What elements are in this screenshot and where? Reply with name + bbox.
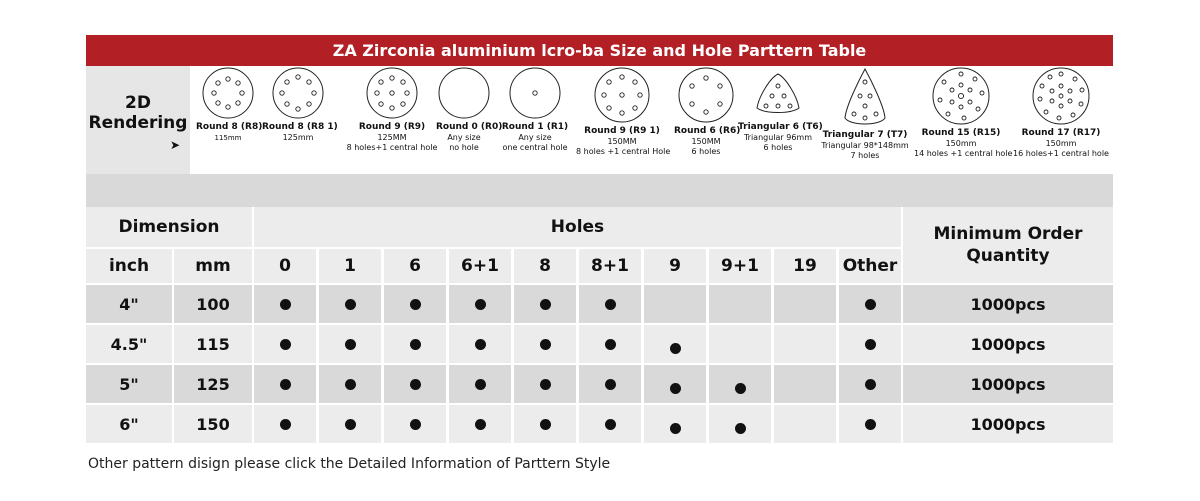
shape-name: Round 0 (R0)	[436, 122, 503, 132]
hole-mark-cell	[579, 365, 641, 403]
shape-holes: no hole	[449, 143, 479, 152]
rendering-label-line1: 2D	[125, 93, 151, 113]
round-1-icon	[508, 66, 562, 120]
mark-dot-icon	[410, 379, 421, 390]
row-mm: 150	[174, 405, 252, 443]
shape-size: 125MM	[377, 133, 407, 142]
mark-dot-icon	[475, 379, 486, 390]
mm-header: mm	[174, 249, 252, 283]
hole-mark-cell	[319, 405, 381, 443]
hole-mark-cell	[449, 405, 511, 443]
shape-name: Round 9 (R9 1)	[584, 126, 660, 136]
mark-dot-icon	[670, 343, 681, 354]
mark-dot-icon	[735, 423, 746, 434]
shape-name: Round 8 (R8 1)	[262, 122, 338, 132]
shape-name: Round 1 (R1)	[501, 122, 569, 132]
footer-note[interactable]: Other pattern disign please click the Detailed Information of Parttern Style	[88, 456, 611, 472]
hole-mark-cell	[449, 365, 511, 403]
hole-mark-cell	[254, 365, 316, 403]
mark-dot-icon	[280, 339, 291, 350]
shape-round-9-1[interactable]	[576, 66, 671, 157]
mark-dot-icon	[345, 379, 356, 390]
mark-dot-icon	[345, 339, 356, 350]
hole-column-header: 8+1	[579, 249, 641, 283]
round-6-icon	[677, 66, 735, 124]
hole-column-header: 19	[774, 249, 836, 283]
hole-mark-cell	[319, 285, 381, 323]
hole-mark-cell	[319, 365, 381, 403]
mark-dot-icon	[605, 339, 616, 350]
shape-round-1[interactable]	[496, 66, 574, 153]
hole-column-header: 0	[254, 249, 316, 283]
mark-dot-icon	[540, 339, 551, 350]
mark-dot-icon	[605, 379, 616, 390]
row-moq: 1000pcs	[903, 365, 1113, 403]
mark-dot-icon	[670, 423, 681, 434]
shape-name: Round 8 (R8)	[196, 122, 263, 132]
hole-column-header: 9+1	[709, 249, 771, 283]
mark-dot-icon	[670, 383, 681, 394]
mark-dot-icon	[475, 299, 486, 310]
hole-mark-cell	[319, 325, 381, 363]
hole-column-header: 6	[384, 249, 446, 283]
mark-dot-icon	[735, 383, 746, 394]
hole-mark-cell	[644, 405, 706, 443]
row-mm: 115	[174, 325, 252, 363]
shape-name: Round 9 (R9)	[358, 122, 426, 132]
hole-mark-cell	[384, 285, 446, 323]
hole-mark-cell	[254, 285, 316, 323]
hole-mark-cell	[644, 325, 706, 363]
mark-dot-icon	[605, 299, 616, 310]
mark-dot-icon	[540, 299, 551, 310]
hole-mark-cell	[514, 285, 576, 323]
shape-size: Any size	[447, 133, 481, 142]
row-mm: 100	[174, 285, 252, 323]
hole-mark-cell	[579, 405, 641, 443]
shape-round-8-1[interactable]	[262, 66, 338, 143]
mark-dot-icon	[280, 419, 291, 430]
round-8-icon	[201, 66, 255, 120]
size-hole-table	[86, 207, 1113, 445]
holes-header: Holes	[254, 207, 901, 247]
mark-dot-icon	[865, 299, 876, 310]
mark-dot-icon	[280, 299, 291, 310]
shape-size: 150MM	[607, 137, 637, 146]
hole-column-header: 8	[514, 249, 576, 283]
hole-mark-cell	[449, 285, 511, 323]
hole-column-header: 1	[319, 249, 381, 283]
shape-holes: 16 holes+1 central hole	[1013, 149, 1109, 158]
shape-size: Any size	[518, 133, 552, 142]
row-moq: 1000pcs	[903, 285, 1113, 323]
hole-mark-cell	[579, 285, 641, 323]
hole-mark-cell	[839, 325, 901, 363]
shape-size: Triangular 96mm	[743, 133, 813, 142]
mark-dot-icon	[475, 419, 486, 430]
hole-mark-cell	[774, 325, 836, 363]
moq-header-line2: Quantity	[966, 246, 1050, 266]
moq-header	[903, 207, 1113, 283]
triangle-7-icon	[840, 66, 890, 128]
hole-mark-cell	[254, 405, 316, 443]
hole-mark-cell	[514, 325, 576, 363]
arrow-right-icon: ➤	[170, 138, 181, 152]
hole-mark-cell	[774, 405, 836, 443]
mark-dot-icon	[865, 339, 876, 350]
hole-mark-cell	[709, 325, 771, 363]
row-moq: 1000pcs	[903, 405, 1113, 443]
mark-dot-icon	[865, 419, 876, 430]
moq-header-line1: Minimum Order	[933, 224, 1083, 244]
hole-mark-cell	[839, 405, 901, 443]
round-9-icon	[365, 66, 419, 120]
mark-dot-icon	[475, 339, 486, 350]
shape-holes: 7 holes	[850, 151, 880, 160]
spacer-strip	[86, 174, 1113, 207]
hole-column-header: 6+1	[449, 249, 511, 283]
dimension-header: Dimension	[86, 207, 252, 247]
hole-mark-cell	[384, 365, 446, 403]
row-inch: 4.5"	[86, 325, 172, 363]
hole-mark-cell	[384, 325, 446, 363]
shape-name: Round 15 (R15)	[921, 128, 1001, 138]
shape-name: Triangular 6 (T6)	[738, 122, 823, 132]
mark-dot-icon	[605, 419, 616, 430]
hole-mark-cell	[579, 325, 641, 363]
shape-round-17[interactable]	[1012, 66, 1110, 159]
round-17-icon	[1031, 66, 1091, 126]
inch-header: inch	[86, 249, 172, 283]
hole-mark-cell	[514, 365, 576, 403]
shape-round-8[interactable]	[196, 66, 263, 143]
shape-holes: 14 holes +1 central hole	[914, 149, 1013, 158]
hole-column-header: Other	[839, 249, 901, 283]
shape-round-9[interactable]	[340, 66, 444, 153]
shape-round-0[interactable]	[436, 66, 503, 153]
shape-size: 150MM	[691, 137, 721, 146]
hole-mark-cell	[709, 405, 771, 443]
mark-dot-icon	[540, 419, 551, 430]
mark-dot-icon	[410, 419, 421, 430]
hole-mark-cell	[709, 365, 771, 403]
shape-round-15[interactable]	[914, 66, 1013, 159]
mark-dot-icon	[410, 339, 421, 350]
hole-column-header: 9	[644, 249, 706, 283]
round-8-icon	[271, 66, 325, 120]
row-mm: 125	[174, 365, 252, 403]
rendering-label	[86, 66, 190, 174]
shape-holes: 8 holes +1 central Hole	[576, 147, 671, 156]
hole-mark-cell	[514, 405, 576, 443]
shape-holes: 6 holes	[691, 147, 721, 156]
mark-dot-icon	[540, 379, 551, 390]
triangle-6-icon	[751, 66, 805, 120]
shape-holes: one central hole	[502, 143, 568, 152]
hole-mark-cell	[774, 285, 836, 323]
mark-dot-icon	[865, 379, 876, 390]
shape-holes: 6 holes	[763, 143, 793, 152]
row-inch: 5"	[86, 365, 172, 403]
hole-mark-cell	[449, 325, 511, 363]
hole-mark-cell	[384, 405, 446, 443]
shape-size: 115mm	[214, 134, 242, 142]
hole-mark-cell	[644, 365, 706, 403]
shape-name: Round 17 (R17)	[1021, 128, 1101, 138]
mark-dot-icon	[410, 299, 421, 310]
mark-dot-icon	[280, 379, 291, 390]
shape-round-6[interactable]	[674, 66, 741, 157]
row-inch: 6"	[86, 405, 172, 443]
shape-holes: 8 holes+1 central hole	[346, 143, 438, 152]
shape-name: Triangular 7 (T7)	[822, 130, 908, 140]
hole-mark-cell	[709, 285, 771, 323]
shape-size: 125mm	[282, 133, 314, 142]
row-inch: 4"	[86, 285, 172, 323]
shape-size: 150mm	[1045, 139, 1077, 148]
rendering-row	[86, 66, 1113, 174]
mark-dot-icon	[345, 419, 356, 430]
hole-mark-cell	[839, 285, 901, 323]
round-0-icon	[437, 66, 491, 120]
rendering-label-line2: Rendering	[88, 113, 188, 133]
shape-size: 150mm	[945, 139, 977, 148]
shape-triangular-7[interactable]	[820, 66, 910, 161]
table-title: ZA Zirconia aluminium lcro-ba Size and Hole Parttern Table	[86, 35, 1113, 66]
hole-mark-cell	[254, 325, 316, 363]
shape-name: Round 6 (R6)	[674, 126, 741, 136]
shape-triangular-6[interactable]	[738, 66, 823, 153]
hole-mark-cell	[644, 285, 706, 323]
hole-mark-cell	[839, 365, 901, 403]
round-15-icon	[931, 66, 991, 126]
hole-mark-cell	[774, 365, 836, 403]
shape-size: Triangular 98*148mm	[821, 141, 909, 150]
mark-dot-icon	[345, 299, 356, 310]
row-moq: 1000pcs	[903, 325, 1113, 363]
round-9-icon	[593, 66, 651, 124]
